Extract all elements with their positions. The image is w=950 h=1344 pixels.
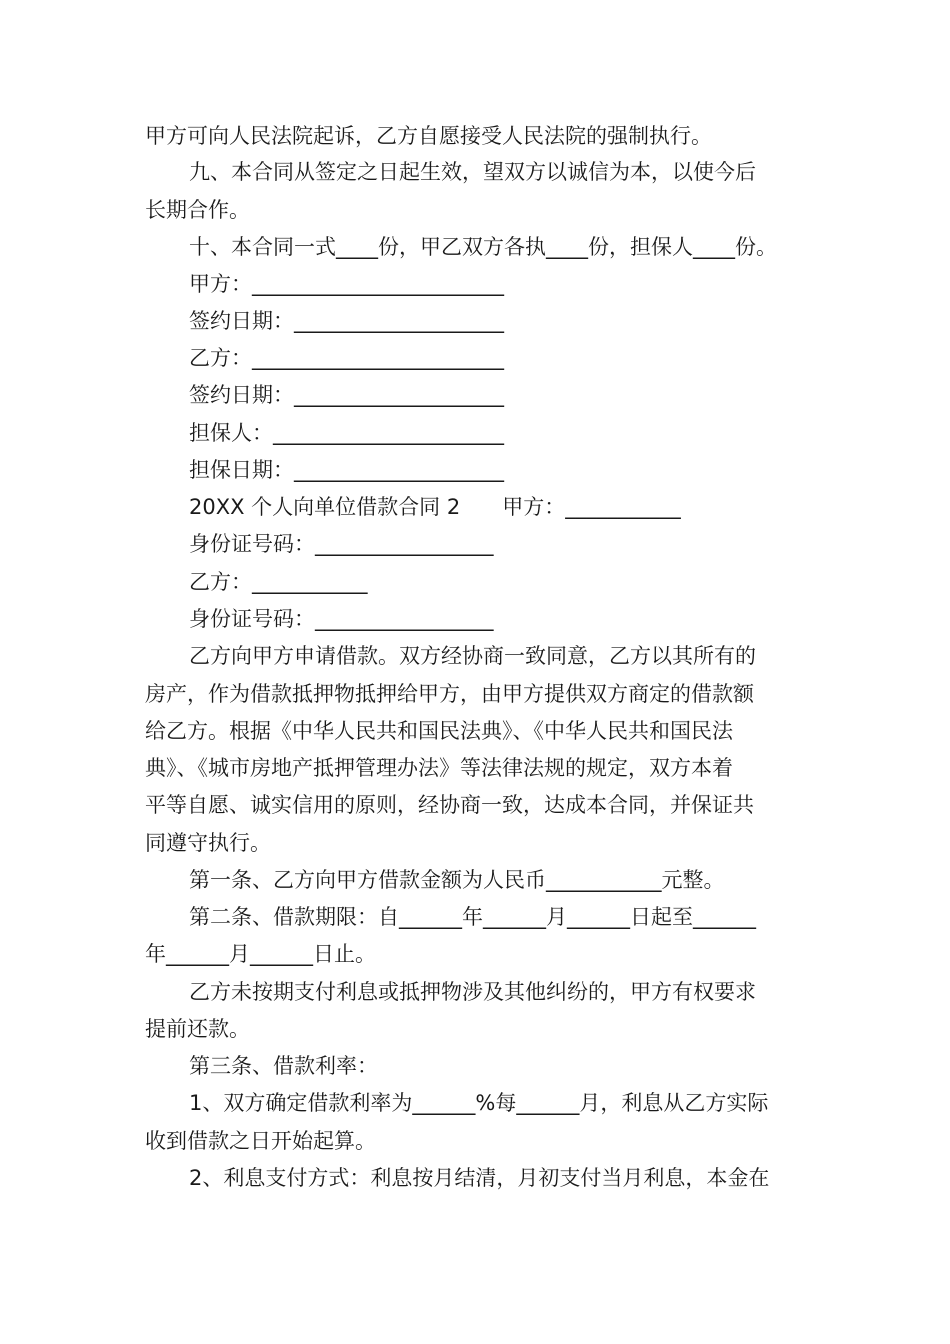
text-line: 1、双方确定借款利率为______%每______月，利息从乙方实际 — [189, 1091, 769, 1115]
signature-field-party-b: 乙方：________________________ — [189, 346, 504, 370]
article-3: 第三条、借款利率： — [189, 1054, 378, 1078]
text-line: 收到借款之日开始起算。 — [145, 1129, 376, 1153]
contract-heading: 20XX 个人向单位借款合同 2 甲方：___________ — [189, 495, 681, 519]
article-2: 第二条、借款期限：自______年______月______日起至______ — [189, 905, 756, 929]
id-number-field: 身份证号码：_________________ — [189, 532, 494, 556]
text-line: 2、利息支付方式：利息按月结清，月初支付当月利息，本金在 — [189, 1166, 770, 1190]
text-line: 乙方向甲方申请借款。双方经协商一致同意，乙方以其所有的 — [189, 644, 756, 668]
signature-date-field: 签约日期：____________________ — [189, 309, 504, 333]
text-line: 九、本合同从签定之日起生效，望双方以诚信为本，以使今后 — [189, 160, 756, 184]
text-line: 平等自愿、诚实信用的原则，经协商一致，达成本合同，并保证共 — [145, 793, 754, 817]
text-line: 房产，作为借款抵押物抵押给甲方，由甲方提供双方商定的借款额 — [145, 682, 754, 706]
party-b-field: 乙方：___________ — [189, 570, 368, 594]
text-line: 给乙方。根据《中华人民共和国民法典》、《中华人民共和国民法 — [145, 719, 733, 743]
id-number-field: 身份证号码：_________________ — [189, 607, 494, 631]
text-line: 十、本合同一式____份，甲乙双方各执____份，担保人____份。 — [189, 235, 777, 259]
text-line: 典》、《城市房地产抵押管理办法》等法律法规的规定，双方本着 — [145, 756, 733, 780]
text-line: 年______月______日止。 — [145, 942, 376, 966]
guarantor-date-field: 担保日期：____________________ — [189, 458, 504, 482]
article-1: 第一条、乙方向甲方借款金额为人民币___________元整。 — [189, 868, 725, 892]
text-line: 甲方可向人民法院起诉，乙方自愿接受人民法院的强制执行。 — [145, 124, 712, 148]
text-line: 同遵守执行。 — [145, 831, 271, 855]
guarantor-field: 担保人：______________________ — [189, 421, 504, 445]
text-line: 乙方未按期支付利息或抵押物涉及其他纠纷的，甲方有权要求 — [189, 980, 756, 1004]
signature-date-field: 签约日期：____________________ — [189, 383, 504, 407]
text-line: 长期合作。 — [145, 198, 250, 222]
text-line: 提前还款。 — [145, 1017, 250, 1041]
signature-field-party-a: 甲方：________________________ — [189, 272, 504, 296]
